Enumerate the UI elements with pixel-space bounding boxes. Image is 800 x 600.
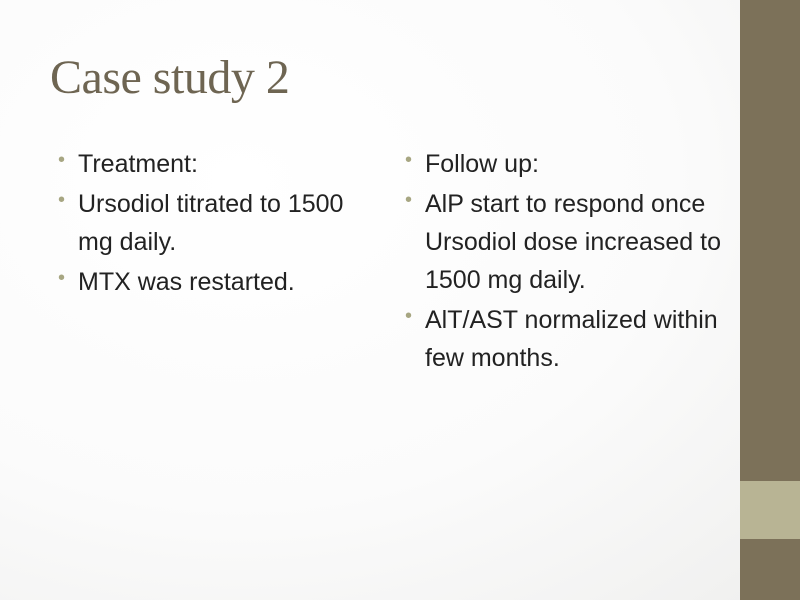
bullet-marker-icon: • bbox=[58, 267, 66, 289]
bullet-text: Ursodiol titrated to 1500 mg daily. bbox=[78, 190, 344, 256]
bullet-marker-icon: • bbox=[58, 149, 66, 171]
bullet-text: Treatment: bbox=[78, 150, 198, 178]
bullet-marker-icon: • bbox=[405, 189, 413, 211]
bullet-marker-icon: • bbox=[405, 149, 413, 171]
side-accent-block bbox=[740, 481, 800, 539]
left-bullet-list bbox=[58, 145, 358, 303]
bullet-text: Follow up: bbox=[425, 150, 539, 178]
right-bullet-list bbox=[405, 145, 725, 379]
bullet-item bbox=[58, 185, 358, 261]
bullet-text: MTX was restarted. bbox=[78, 268, 295, 296]
bullet-marker-icon: • bbox=[405, 305, 413, 327]
bullet-item bbox=[58, 145, 358, 183]
bullet-item bbox=[58, 263, 358, 301]
slide-title: Case study 2 bbox=[50, 51, 290, 104]
bullet-item bbox=[405, 301, 725, 377]
bullet-item bbox=[405, 145, 725, 183]
bullet-marker-icon: • bbox=[58, 189, 66, 211]
bullet-text: AlP start to respond once Ursodiol dose increased to 1500 mg daily. bbox=[425, 190, 721, 294]
bullet-text: AlT/AST normalized within few months. bbox=[425, 306, 718, 372]
bullet-item bbox=[405, 185, 725, 299]
